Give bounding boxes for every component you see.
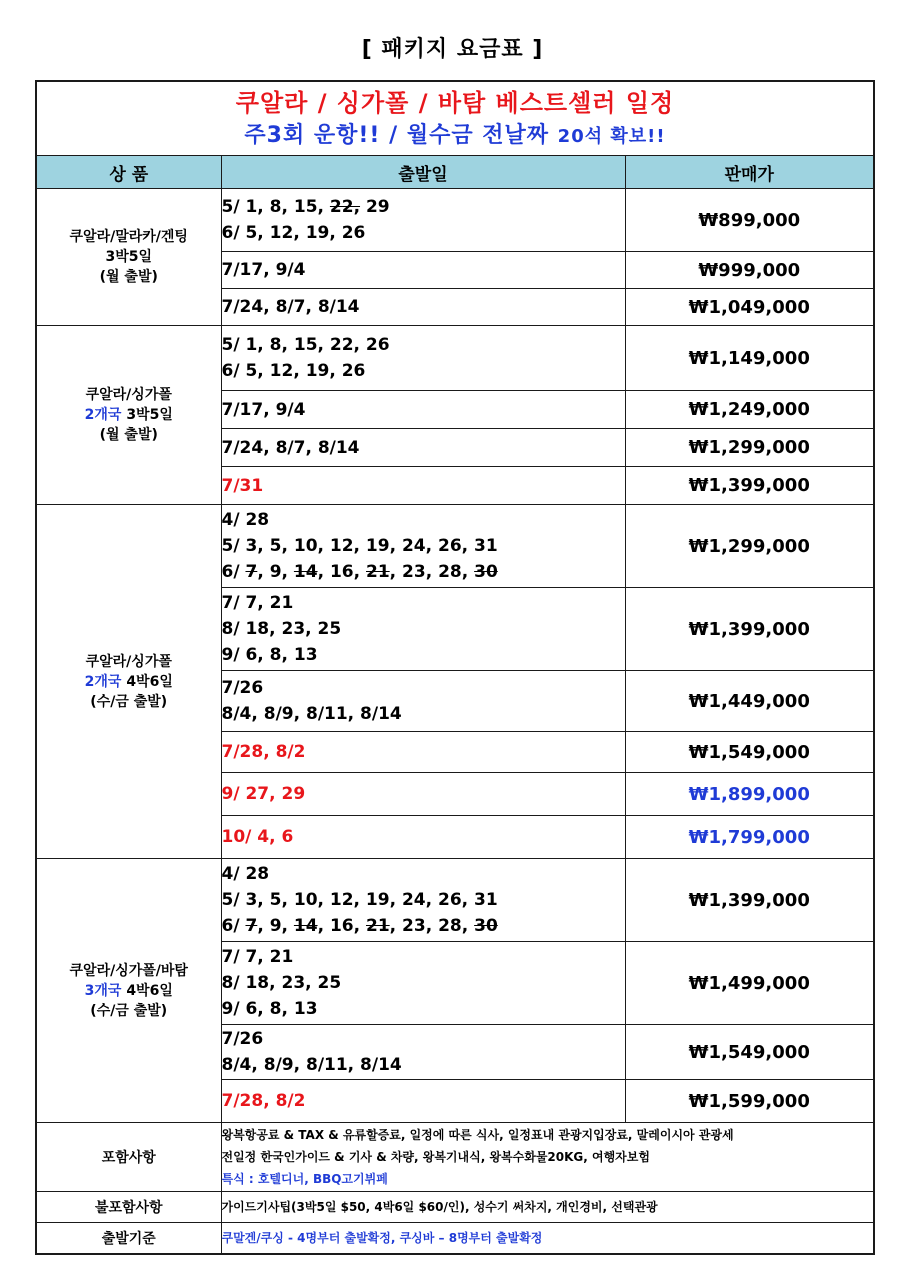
date-text: 7/28, 8/2 xyxy=(221,742,306,762)
date-text: 4/ 28 xyxy=(221,864,270,884)
date-line xyxy=(222,996,625,1022)
date-line xyxy=(222,1052,625,1078)
date-line xyxy=(222,861,625,887)
header-price: 판매가 xyxy=(625,156,874,189)
date-line xyxy=(222,332,625,358)
product-text: 3박5일 xyxy=(126,407,173,423)
date-text: 7/24, 8/7, 8/14 xyxy=(221,437,360,458)
cancelled-date: 21 xyxy=(366,916,390,936)
price: ₩1,449,000 xyxy=(625,671,874,732)
date-text: 7/28, 8/2 xyxy=(221,1091,306,1111)
date-text: 9/ 6, 8, 13 xyxy=(221,645,318,665)
header-row xyxy=(36,156,874,189)
price: ₩1,399,000 xyxy=(625,467,874,505)
date-text: , 16, xyxy=(317,562,366,582)
departure-dates xyxy=(221,671,625,732)
price: ₩1,299,000 xyxy=(625,505,874,588)
product-line xyxy=(37,672,221,692)
date-line xyxy=(222,559,625,585)
date-line xyxy=(222,473,625,499)
country-count: 3개국 xyxy=(84,982,122,999)
product-name xyxy=(36,505,221,859)
departure-dates xyxy=(221,588,625,671)
date-text: 6/ xyxy=(221,916,246,936)
product-line xyxy=(37,652,221,672)
date-text: 7/17, 9/4 xyxy=(221,399,306,420)
banner-line1: 쿠알라 / 싱가폴 / 바탐 베스트셀러 일정 xyxy=(235,89,675,117)
banner-line2-main: 주3회 운항!! / 월수금 전날짜 xyxy=(244,123,549,148)
table-row xyxy=(36,505,874,588)
included-row xyxy=(36,1123,874,1192)
page-title: [ 패키지 요금표 ] xyxy=(361,37,544,62)
price: ₩1,549,000 xyxy=(625,732,874,773)
date-text: 7/ 7, 21 xyxy=(221,593,294,613)
date-text: 29 xyxy=(360,197,390,217)
departure-dates xyxy=(221,1080,625,1123)
date-text: 7/ 7, 21 xyxy=(221,947,294,967)
cancelled-date: 30 xyxy=(474,916,498,936)
banner xyxy=(36,81,874,156)
product-text: 4박6일 xyxy=(126,982,173,999)
departure-dates xyxy=(221,252,625,289)
departure-dates xyxy=(221,391,625,429)
price-table xyxy=(35,80,875,1255)
product-line xyxy=(37,385,221,405)
date-line xyxy=(222,675,625,701)
departure-dates xyxy=(221,289,625,326)
included-line1: 왕복항공료 & TAX & 유류할증료, 일정에 따른 식사, 일정표내 관광지입장료, 말레이시아 관광세 xyxy=(221,1128,734,1142)
date-line xyxy=(222,257,625,283)
departure-dates xyxy=(221,189,625,252)
cancelled-date: 7 xyxy=(245,916,258,936)
date-line xyxy=(222,970,625,996)
product-text: (월 출발) xyxy=(99,427,158,443)
cancelled-date: 14 xyxy=(293,916,318,936)
product-line xyxy=(37,1001,221,1021)
date-text: 7/24, 8/7, 8/14 xyxy=(221,297,360,317)
date-text: 7/26 xyxy=(221,1029,264,1049)
price: ₩1,899,000 xyxy=(625,773,874,816)
date-line xyxy=(222,358,625,384)
date-line xyxy=(222,701,625,727)
date-text: , 23, 28, xyxy=(389,916,475,936)
departure-dates xyxy=(221,732,625,773)
table-row xyxy=(36,859,874,942)
date-text: , 16, xyxy=(317,916,366,936)
date-line xyxy=(222,616,625,642)
price: ₩1,799,000 xyxy=(625,816,874,859)
date-line xyxy=(222,887,625,913)
departure-dates xyxy=(221,326,625,391)
date-text: 7/26 xyxy=(221,678,264,698)
date-text: 7/31 xyxy=(221,475,264,496)
price: ₩1,549,000 xyxy=(625,1025,874,1080)
date-text: 6/ 5, 12, 19, 26 xyxy=(221,361,366,381)
banner-line2 xyxy=(37,120,873,155)
excluded-text: 가이드기사팁(3박5일 $50, 4박6일 $60/인), 성수기 써차지, 개인경비, 선택관광 xyxy=(221,1192,874,1223)
price: ₩899,000 xyxy=(625,189,874,252)
date-line xyxy=(222,533,625,559)
price: ₩1,299,000 xyxy=(625,429,874,467)
price: ₩1,399,000 xyxy=(625,859,874,942)
date-line xyxy=(222,781,625,807)
date-text: 8/4, 8/9, 8/11, 8/14 xyxy=(221,1055,402,1075)
date-line xyxy=(222,507,625,533)
included-line2: 전일정 한국인가이드 & 기사 & 차량, 왕복기내식, 왕복수화물20KG, 여행자보험 xyxy=(221,1150,650,1164)
departure-basis-label: 출발기준 xyxy=(36,1223,221,1255)
date-line xyxy=(222,739,625,765)
departure-dates xyxy=(221,942,625,1025)
product-text: 쿠알라/싱가폴/바탐 xyxy=(69,962,188,979)
table-row xyxy=(36,189,874,252)
product-text: (수/금 출발) xyxy=(90,693,168,710)
date-text: 5/ 3, 5, 10, 12, 19, 24, 26, 31 xyxy=(221,536,498,556)
price: ₩1,049,000 xyxy=(625,289,874,326)
date-line xyxy=(222,824,625,850)
product-text: (월 출발) xyxy=(99,269,158,285)
product-name xyxy=(36,189,221,326)
date-line xyxy=(222,944,625,970)
departure-basis-row xyxy=(36,1223,874,1255)
product-line xyxy=(37,961,221,981)
header-product: 상 품 xyxy=(36,156,221,189)
banner-line2-small: 20석 확보!! xyxy=(557,126,666,147)
departure-dates xyxy=(221,773,625,816)
cancelled-date: 14 xyxy=(293,562,318,582)
product-text: (수/금 출발) xyxy=(90,1002,168,1019)
included-label: 포함사항 xyxy=(36,1123,221,1192)
departure-dates xyxy=(221,467,625,505)
product-text: 쿠알라/싱가폴 xyxy=(85,653,172,670)
product-text: 쿠알라/싱가폴 xyxy=(85,387,172,403)
table-row xyxy=(36,326,874,391)
price: ₩1,599,000 xyxy=(625,1080,874,1123)
product-name xyxy=(36,326,221,505)
date-line xyxy=(222,220,625,246)
date-line xyxy=(222,1026,625,1052)
departure-dates xyxy=(221,505,625,588)
date-text: 5/ 3, 5, 10, 12, 19, 24, 26, 31 xyxy=(221,890,498,910)
price: ₩1,399,000 xyxy=(625,588,874,671)
date-text: 6/ xyxy=(221,562,246,582)
departure-dates xyxy=(221,1025,625,1080)
date-text: 8/ 18, 23, 25 xyxy=(221,619,342,639)
cancelled-date: 21 xyxy=(366,562,390,582)
product-text: 쿠알라/말라카/겐팅 xyxy=(69,229,188,245)
included-line3: 특식 : 호텔디너, BBQ고기뷔페 xyxy=(221,1172,388,1186)
date-line xyxy=(222,642,625,668)
cancelled-date: 7 xyxy=(245,562,258,582)
price: ₩999,000 xyxy=(625,252,874,289)
date-text: 10/ 4, 6 xyxy=(221,827,294,847)
date-text: , 23, 28, xyxy=(389,562,475,582)
included-text xyxy=(221,1123,874,1192)
price: ₩1,149,000 xyxy=(625,326,874,391)
excluded-row xyxy=(36,1192,874,1223)
date-line xyxy=(222,435,625,461)
product-text: 4박6일 xyxy=(126,673,173,690)
departure-basis-text: 쿠말겐/쿠싱 - 4명부터 출발확정, 쿠싱바 – 8명부터 출발확정 xyxy=(221,1223,874,1255)
country-count: 2개국 xyxy=(84,407,122,423)
date-line xyxy=(222,913,625,939)
cancelled-date: 30 xyxy=(474,562,498,582)
date-line xyxy=(222,397,625,423)
excluded-label: 불포함사항 xyxy=(36,1192,221,1223)
price: ₩1,249,000 xyxy=(625,391,874,429)
date-text: 7/17, 9/4 xyxy=(221,260,306,280)
date-line xyxy=(222,294,625,320)
product-line xyxy=(37,247,221,267)
cancelled-date: 22, xyxy=(329,197,361,217)
product-text: 3박5일 xyxy=(105,249,153,265)
header-departure: 출발일 xyxy=(221,156,625,189)
departure-dates xyxy=(221,859,625,942)
date-line xyxy=(222,590,625,616)
product-line xyxy=(37,692,221,712)
date-text: 9/ 6, 8, 13 xyxy=(221,999,318,1019)
date-text: , 9, xyxy=(257,562,294,582)
date-text: 8/4, 8/9, 8/11, 8/14 xyxy=(221,704,402,724)
date-text: 6/ 5, 12, 19, 26 xyxy=(221,223,366,243)
date-text: 9/ 27, 29 xyxy=(221,784,306,804)
product-line xyxy=(37,425,221,445)
date-text: 5/ 1, 8, 15, 22, 26 xyxy=(221,335,390,355)
price: ₩1,499,000 xyxy=(625,942,874,1025)
date-text: 5/ 1, 8, 15, xyxy=(221,197,330,217)
date-text: 8/ 18, 23, 25 xyxy=(221,973,342,993)
product-line xyxy=(37,405,221,425)
date-line xyxy=(222,194,625,220)
departure-dates xyxy=(221,816,625,859)
product-line xyxy=(37,267,221,287)
product-line xyxy=(37,981,221,1001)
product-name xyxy=(36,859,221,1123)
date-line xyxy=(222,1088,625,1114)
date-text: , 9, xyxy=(257,916,294,936)
date-text: 4/ 28 xyxy=(221,510,270,530)
product-line xyxy=(37,227,221,247)
departure-dates xyxy=(221,429,625,467)
country-count: 2개국 xyxy=(84,673,122,690)
